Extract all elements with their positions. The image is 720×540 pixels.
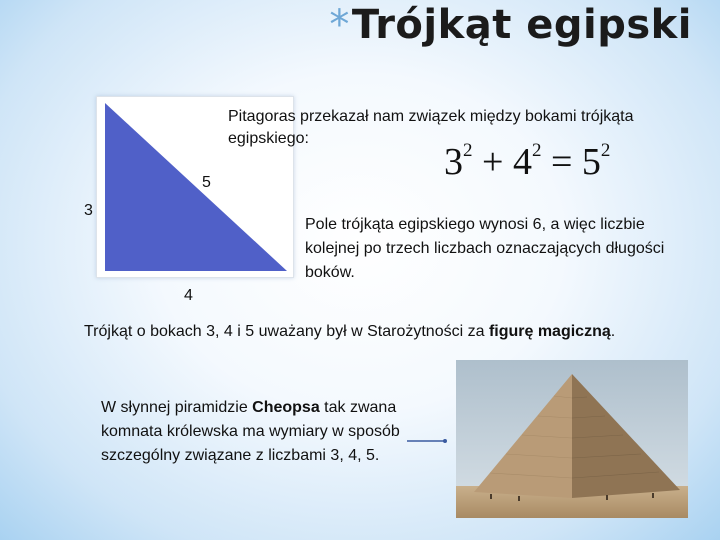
eq-plus: + bbox=[482, 141, 504, 183]
eq-base-5: 5 bbox=[581, 141, 601, 183]
pyramid-photo bbox=[456, 360, 688, 518]
eq-base-3: 3 bbox=[444, 141, 463, 183]
side-a-label: 3 bbox=[84, 202, 93, 219]
pythagoras-intro-text: Pitagoras przekazał nam związek między bokami trójkąta egipskiego: bbox=[228, 108, 634, 147]
area-text: Pole trójkąta egipskiego wynosi 6, a więc liczbie kolejnej po trzech liczbach oznaczających długości boków. bbox=[305, 216, 665, 281]
magic-text-after: . bbox=[610, 323, 616, 340]
hypotenuse-label: 5 bbox=[202, 174, 211, 191]
eq-equals: = bbox=[550, 141, 573, 183]
eq-exp-3: 2 bbox=[600, 140, 611, 161]
title-text: Trójkąt egipski bbox=[351, 2, 692, 48]
cheops-bold-text: Cheopsa bbox=[252, 399, 320, 416]
eq-exp-2: 2 bbox=[531, 140, 542, 161]
cheops-text-before: W słynnej piramidzie bbox=[101, 399, 253, 416]
title-bullet-mark: * bbox=[329, 2, 350, 48]
magic-figure-paragraph bbox=[84, 320, 684, 344]
side-b-label: 4 bbox=[184, 287, 193, 304]
slide-title bbox=[329, 2, 692, 48]
cheops-text-after: tak zwana komnata królewska ma wymiary w sposób szczególny związane z liczbami 3, 4, 5. bbox=[101, 399, 400, 464]
eq-base-4: 4 bbox=[512, 141, 532, 183]
eq-exp-1: 2 bbox=[463, 140, 473, 161]
magic-text-before: Trójkąt o bokach 3, 4 i 5 uważany był w Starożytności za bbox=[84, 323, 489, 340]
arrow-icon bbox=[406, 436, 450, 446]
pythagorean-equation bbox=[444, 140, 610, 184]
cheops-paragraph bbox=[101, 396, 401, 468]
magic-bold-text: figurę magiczną bbox=[488, 323, 611, 340]
